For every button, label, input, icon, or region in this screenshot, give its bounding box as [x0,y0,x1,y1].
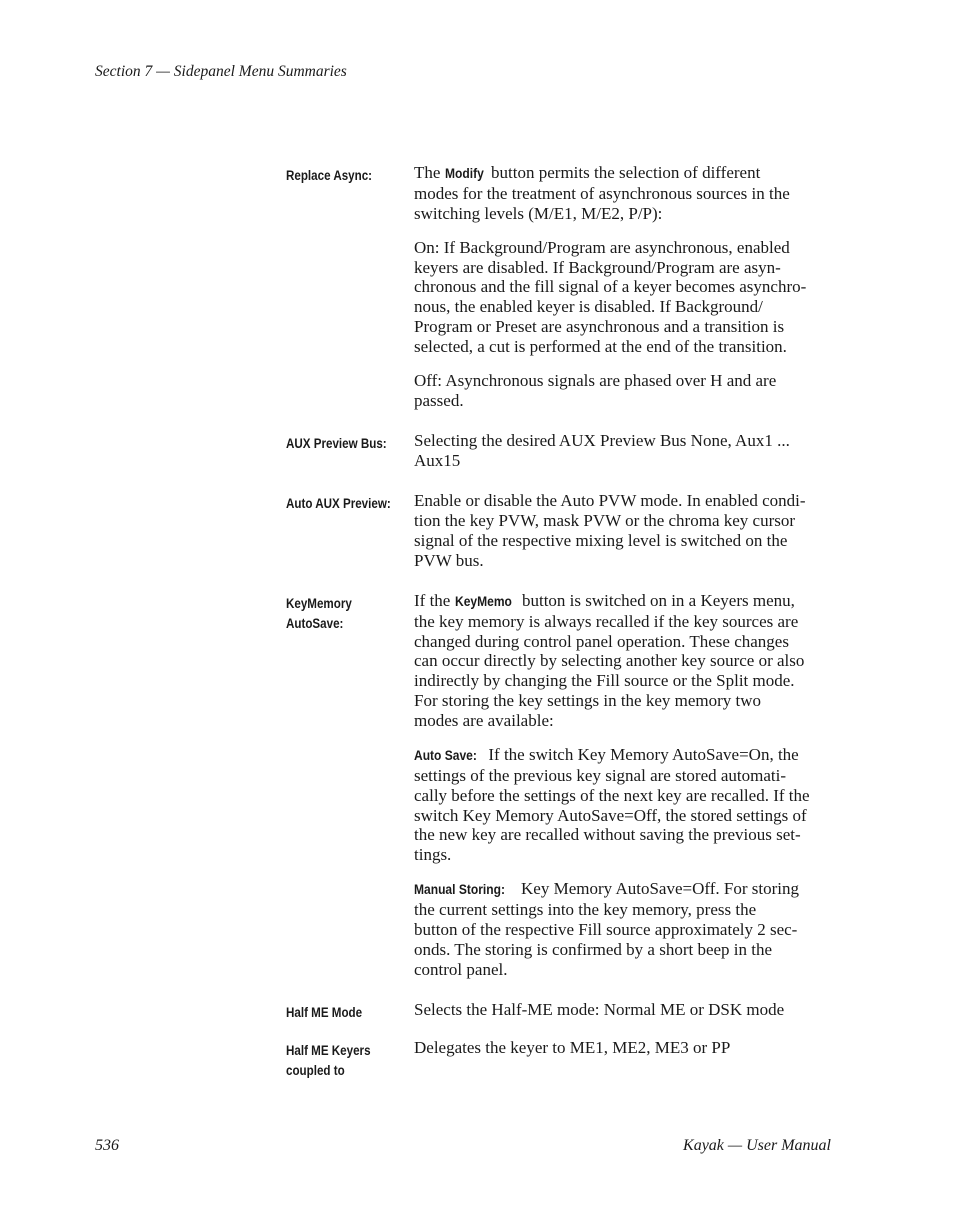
description-paragraph [414,745,831,865]
paragraph-line: switching levels (M/E1, M/E2, P/P): [414,203,663,223]
page-number: 536 [95,1137,119,1154]
paragraph-line: control panel. [414,959,508,979]
entry-term-line: AUX Preview Bus: [286,436,387,452]
entry-description [414,1000,831,1034]
paragraph-line [414,591,831,612]
line-rest-text: If the switch Key Memory AutoSave=On, the [484,745,799,765]
entry-term-line: KeyMemory [286,596,352,612]
entry-term-line: AutoSave: [286,616,344,632]
line-lead-text: The [414,163,445,182]
paragraph-line: switch Key Memory AutoSave=Off, the stored settings of [414,805,807,825]
definition-entry [286,591,831,994]
line-rest-text: button is switched on in a Keyers menu, [517,591,795,611]
paragraph-line: For storing the key settings in the key memory two [414,691,762,711]
entry-term-line: Replace Async: [286,168,373,183]
entry-description [414,591,831,994]
entry-term [286,491,396,514]
paragraph-line: settings of the previous key signal are stored automati- [414,765,787,785]
paragraph-line: button of the respective Fill source approximately 2 sec- [414,920,798,939]
paragraph-line: changed during control panel operation. These changes [414,631,789,651]
paragraph-line: Program or Preset are asynchronous and a transition is [414,317,785,337]
paragraph-line: keyers are disabled. If Background/Program are asyn- [414,257,781,277]
paragraph-line: Delegates the keyer to ME1, ME2, ME3 or PP [414,1038,731,1058]
entry-description [414,431,831,485]
paragraph-line: Selects the Half-ME mode: Normal ME or DSK mode [414,999,785,1019]
paragraph-line: tings. [414,845,452,865]
entry-term [286,591,396,634]
entry-description [414,491,831,585]
paragraph-line: chronous and the fill signal of a keyer becomes asynchro- [414,277,807,297]
entry-term [286,1038,396,1081]
entry-term-line: Half ME Keyers [286,1043,371,1059]
entry-description [414,1038,831,1072]
entry-term [286,431,396,454]
entry-term [286,163,396,186]
description-paragraph [414,1038,831,1058]
paragraph-line: tion the key PVW, mask PVW or the chroma key cursor [414,511,796,531]
entry-term-line: coupled to [286,1063,345,1079]
description-paragraph [414,591,831,731]
description-paragraph [414,431,831,471]
paragraph-line: modes for the treatment of asynchronous sources in the [414,183,790,203]
paragraph-line: can occur directly by selecting another key source or also [414,651,805,671]
bold-term: KeyMemo [454,593,512,610]
definition-list [286,163,831,1081]
description-paragraph [414,371,831,411]
description-paragraph [414,1000,831,1020]
paragraph-line: passed. [414,390,464,410]
paragraph-line: PVW bus. [414,550,484,570]
entry-term-line: Half ME Mode [286,1004,363,1020]
paragraph-line [414,163,831,184]
definition-entry [286,163,831,425]
bold-term: Modify [444,165,484,181]
paragraph-line [414,879,831,900]
definition-entry [286,1000,831,1034]
definition-entry [286,1038,831,1081]
paragraph-line: the new key are recalled without saving the previous set- [414,825,801,845]
paragraph-line: On: If Background/Program are asynchronous, enabled [414,237,790,257]
running-header: Section 7 — Sidepanel Menu Summaries [95,63,347,80]
description-paragraph [414,879,831,979]
paragraph-line: Aux15 [414,451,461,471]
paragraph-line: the current settings into the key memory, press the [414,900,757,920]
paragraph-line: indirectly by changing the Fill source or the Split mode. [414,671,795,691]
bold-term: Manual Storing: [414,881,505,898]
line-rest-text: Key Memory AutoSave=Off. For storing [516,879,799,899]
paragraph-line: cally before the settings of the next key are recalled. If the [414,785,810,805]
paragraph-line: the key memory is always recalled if the key sources are [414,611,799,631]
paragraph-line: Off: Asynchronous signals are phased over H and are [414,371,777,391]
paragraph-line: onds. The storing is confirmed by a short beep in the [414,939,773,959]
footer-title: Kayak — User Manual [683,1137,831,1154]
line-lead-text: If the [414,591,455,611]
line-rest-text: button permits the selection of different [486,163,761,182]
paragraph-line: signal of the respective mixing level is switched on the [414,530,788,550]
paragraph-line: Selecting the desired AUX Preview Bus None, Aux1 ... [414,431,790,451]
paragraph-line [414,745,831,766]
paragraph-line: selected, a cut is performed at the end of the transition. [414,336,787,356]
definition-entry [286,491,831,585]
bold-term: Auto Save: [414,747,477,764]
entry-term-line: Auto AUX Preview: [286,496,391,512]
paragraph-line: nous, the enabled keyer is disabled. If Background/ [414,297,763,317]
definition-entry [286,431,831,485]
paragraph-line: Enable or disable the Auto PVW mode. In enabled condi- [414,491,806,511]
description-paragraph [414,238,831,357]
entry-description [414,163,831,425]
description-paragraph [414,163,831,223]
description-paragraph [414,491,831,570]
entry-term [286,1000,396,1023]
paragraph-line: modes are available: [414,710,554,730]
